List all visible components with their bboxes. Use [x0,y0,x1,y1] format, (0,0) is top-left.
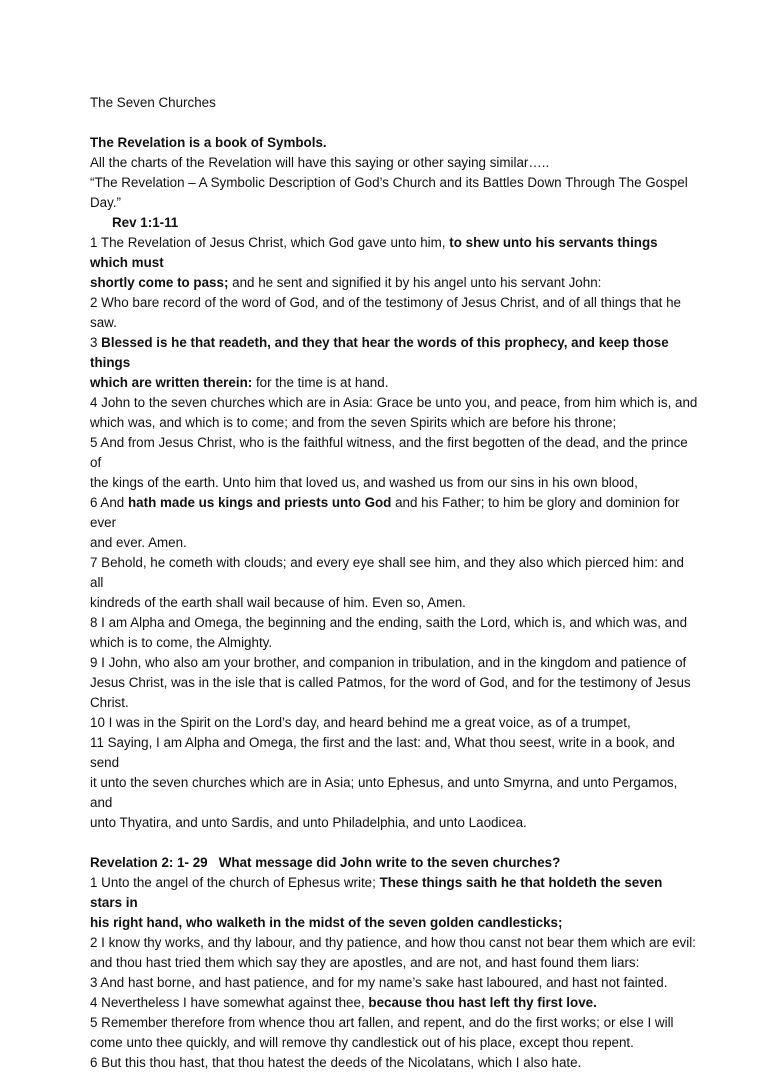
verse-line [90,913,698,933]
verse-line [90,733,698,773]
text-run: kindreds of the earth shall wail because of him. Even so, Amen. [90,595,466,610]
text-run: 10 I was in the Spirit on the Lord’s day, and heard behind me a great voice, as of a trumpet, [90,715,631,730]
text-run: which is to come, the Almighty. [90,635,273,650]
verse-line [90,973,698,993]
text-run: saw. [90,315,117,330]
verse-line [90,813,698,833]
verse-line [90,493,698,533]
text-run: Jesus Christ, was in the isle that is called Patmos, for the word of God, and for the testimony of Jesus [90,675,691,690]
verse-line [90,653,698,673]
bold-text-run: shortly come to pass; [90,275,229,290]
text-run: and ever. Amen. [90,535,187,550]
verse-line [90,1013,698,1033]
text-run: unto Thyatira, and unto Sardis, and unto Philadelphia, and unto Laodicea. [90,815,527,830]
intro-heading: The Revelation is a book of Symbols. [90,135,327,150]
text-run: 2 Who bare record of the word of God, and of the testimony of Jesus Christ, and of all things that he [90,295,681,310]
text-run: come unto thee quickly, and will remove thy candlestick out of his place, except thou repent. [90,1035,634,1050]
text-run: it unto the seven churches which are in Asia; unto Ephesus, and unto Smyrna, and unto Pergamos, and [90,775,682,810]
text-run: 5 Remember therefore from whence thou art fallen, and repent, and do the first works; or else I will [90,1015,674,1030]
verse-line [90,293,698,313]
text-run: which was, and which is to come; and from the seven Spirits which are before his throne; [90,415,617,430]
text-run: 1 The Revelation of Jesus Christ, which God gave unto him, [90,235,450,250]
verse-line [90,333,698,373]
bold-text-run: his right hand, who walketh in the midst of the seven golden candlesticks; [90,915,563,930]
bold-text-run: because thou hast left thy first love. [368,995,597,1010]
verse-line [90,693,698,713]
verse-line [90,473,698,493]
rev2-heading: Revelation 2: 1- 29 What message did John write to the seven churches? [90,855,561,870]
text-run: 3 [90,335,102,350]
verse-line [90,633,698,653]
verse-line [90,713,698,733]
text-run: 3 And hast borne, and hast patience, and for my name’s sake hast laboured, and hast not fainted. [90,975,668,990]
section-gap [90,833,698,853]
verse-line [90,313,698,333]
verse-line [90,233,698,273]
bold-text-run: hath made us kings and priests unto God [127,495,392,510]
verse-line [90,873,698,913]
verse-line [90,953,698,973]
text-run: 8 I am Alpha and Omega, the beginning and the ending, saith the Lord, which is, and which was, and [90,615,688,630]
verse-line [90,413,698,433]
bold-text-run: to shew unto his servants things which must [90,235,662,270]
text-run: for the time is at hand. [252,375,389,390]
verse-line [90,273,698,293]
bold-text-run: which are written therein: [90,375,253,390]
text-run: 7 Behold, he cometh with clouds; and every eye shall see him, and they also which pierced him: and all [90,555,688,590]
intro-line: All the charts of the Revelation will have this saying or other saying similar….. [90,155,550,170]
verse-line [90,593,698,613]
bold-text-run: Blessed is he that readeth, and they that hear the words of this prophecy, and keep those things [90,335,673,370]
text-run: 2 I know thy works, and thy labour, and thy patience, and how thou canst not bear them which are evil: [90,935,696,950]
verse-line [90,1053,698,1073]
bold-text-run: These things saith he that holdeth the seven stars in [90,875,667,910]
text-run: and thou hast tried them which say they are apostles, and are not, and hast found them liars: [90,955,640,970]
text-run: 11 Saying, I am Alpha and Omega, the first and the last: and, What thou seest, write in a book, and send [90,735,679,770]
text-run: 6 But this thou hast, that thou hatest the deeds of the Nicolatans, which I also hate. [90,1055,582,1070]
verse-line [90,533,698,553]
verse-line [90,613,698,633]
verse-line [90,1033,698,1053]
verse-line [90,393,698,413]
verse-line [90,773,698,813]
document-title: The Seven Churches [90,95,216,110]
text-run: and his Father; to him be glory and dominion for ever [90,495,684,530]
verse-line [90,553,698,593]
verse-line [90,433,698,473]
text-run: 4 John to the seven churches which are in Asia: Grace be unto you, and peace, from him which is, and [90,395,698,410]
verse-line [90,373,698,393]
verse-line [90,993,698,1013]
text-run: 1 Unto the angel of the church of Ephesus write; [90,875,380,890]
verse-line [90,673,698,693]
text-run: and he sent and signified it by his angel unto his servant John: [228,275,602,290]
text-run: Christ. [90,695,129,710]
scripture-reference: Rev 1:1-11 [112,215,179,230]
text-run: 9 I John, who also am your brother, and companion in tribulation, and in the kingdom and patience of [90,655,687,670]
intro-line: “The Revelation – A Symbolic Description of God’s Church and its Battles Down Through The Gospel [90,175,688,190]
text-run: 5 And from Jesus Christ, who is the faithful witness, and the first begotten of the dead, and the prince of [90,435,692,470]
text-run: the kings of the earth. Unto him that loved us, and washed us from our sins in his own blood, [90,475,638,490]
text-run: 4 Nevertheless I have somewhat against thee, [90,995,369,1010]
rev2-passage [90,873,698,1073]
intro-line: Day.” [90,195,121,210]
text-run: 6 And [90,495,128,510]
rev1-passage [90,233,698,833]
verse-line [90,933,698,953]
